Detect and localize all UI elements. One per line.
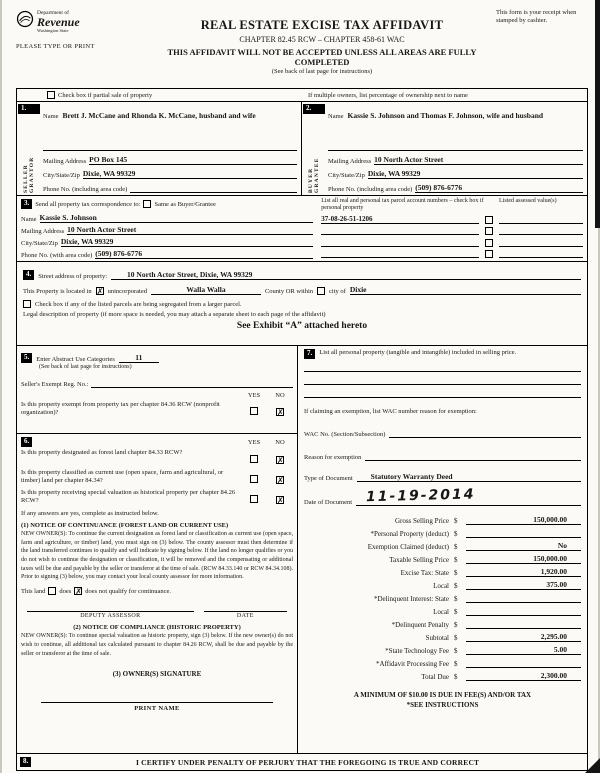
yes-header: YES [247, 438, 261, 446]
buyer-csz-field[interactable]: Dixie, WA 99329 [368, 169, 583, 179]
date-of-document-field[interactable] [356, 487, 581, 506]
buyer-grantee-vertical-label [303, 116, 325, 193]
date-of-document-label: Date of Document [304, 499, 353, 506]
grantor-vertical-text: GRANTOR [29, 156, 35, 193]
partial-sale-checkbox[interactable] [47, 91, 55, 99]
personal-property-line[interactable] [304, 359, 581, 372]
revenue-label: Revenue [37, 15, 80, 29]
money-label: Total Due [421, 673, 449, 681]
dollar-sign: $ [454, 634, 458, 642]
does-label: does [59, 587, 72, 595]
subtotal-field[interactable]: 2,295.00 [466, 632, 581, 642]
section-certification [17, 754, 587, 770]
section-land-classification [17, 434, 297, 753]
dept-of-label: Department of [37, 10, 69, 16]
reason-exemption-label: Reason for exemption [304, 454, 362, 461]
money-table [304, 512, 581, 681]
corr-mailing-label: Mailing Address [21, 227, 65, 235]
see-instructions-note: *SEE INSTRUCTIONS [406, 701, 479, 709]
city-checkbox[interactable] [317, 287, 325, 295]
please-type-label: PLEASE TYPE OR PRINT [16, 43, 95, 50]
washington-state-label: Washington State [37, 28, 69, 33]
segregated-label: Check box if any of the listed parcels are being segregated from a larger parcel. [35, 301, 242, 308]
scan-artifact-corner [585, 758, 600, 773]
same-as-buyer-checkbox[interactable] [143, 200, 151, 208]
does-qualify-checkbox[interactable] [48, 587, 56, 595]
taxable-selling-price-field[interactable]: 150,000.00 [466, 554, 581, 564]
section-7-badge: 7. [304, 349, 315, 359]
parcel-numbers-header: List all real and personal tax parcel account numbers – check box if personal property [321, 198, 484, 212]
street-address-field[interactable]: 10 North Actor Street, Dixie, WA 99329 [111, 270, 581, 280]
affidavit-processing-fee-field[interactable] [466, 667, 581, 668]
gross-selling-price-field[interactable]: 150,000.00 [466, 515, 581, 525]
segregated-checkbox[interactable] [23, 300, 31, 308]
certify-statement: I CERTIFY UNDER PENALTY OF PERJURY THAT THE FOREGOING IS TRUE AND CORRECT [135, 757, 480, 767]
send-correspondence-label: Send all property tax correspondence to: [35, 200, 141, 208]
money-label: *Affidavit Processing Fee [376, 660, 449, 668]
seller-name-label: Name [43, 113, 59, 120]
notice-compliance-body: NEW OWNER(S): To continue special valuation as historic property, sign (3) below. If the new owner(s) do not wish to continue, all additional tax calculated pursuant to chapter 84.26 RCW, shall be due and payable by the seller or transferor at the time of sale. [21, 633, 293, 657]
money-label: Exemption Claimed (deduct) [367, 543, 449, 551]
seller-csz-field[interactable]: Dixie, WA 99329 [83, 169, 297, 179]
dollar-sign: $ [454, 621, 458, 629]
corr-phone-field[interactable]: (509) 876-6776 [95, 249, 313, 259]
county-field[interactable]: Walla Walla [151, 285, 261, 295]
unincorporated-label: unincorporated [107, 288, 147, 295]
historical-yes-checkbox[interactable] [250, 495, 258, 503]
section-3-badge: 3. [21, 199, 32, 209]
assessed-value-field[interactable] [499, 248, 583, 258]
section-buyer [302, 102, 587, 195]
historical-question: Is this property receiving special valuation as historical property per chapter 84.26 RCW? [21, 489, 236, 505]
section-2-badge: 2. [303, 104, 325, 114]
money-label: *Personal Property (deduct) [370, 530, 449, 538]
dollar-sign: $ [454, 569, 458, 577]
affidavit-page [2, 0, 598, 773]
notice-compliance-title: (2) NOTICE OF COMPLIANCE (HISTORIC PROPERTY) [73, 624, 241, 632]
excise-tax-local-field[interactable]: 375.00 [466, 580, 581, 590]
type-of-document-field[interactable]: Statutory Warranty Deed [357, 472, 581, 482]
section-4-badge: 4. [23, 270, 34, 280]
dollar-sign: $ [454, 582, 458, 590]
assessed-values-header: Listed assessed value(s) [498, 198, 557, 204]
sellers-exempt-reg-label: Seller's Exempt Reg. No.: [21, 381, 89, 388]
personal-property-label: List all personal property (tangible and intangible) included in selling price. [319, 349, 517, 356]
corr-phone-label: Phone No. (with area code) [21, 252, 93, 260]
delinquent-penalty-field[interactable] [466, 628, 581, 629]
county-or-within-label: County OR within [264, 288, 314, 295]
buyer-phone-field[interactable]: (509) 876-6776 [415, 183, 583, 193]
seller-phone-field[interactable] [130, 192, 297, 193]
deputy-date-line[interactable]: DATE [204, 611, 287, 619]
delinquent-interest-state-field[interactable] [466, 602, 581, 603]
form-title: REAL ESTATE EXCISE TAX AFFIDAVIT [200, 18, 444, 32]
money-label: Subtotal [425, 634, 449, 642]
corr-name-field[interactable]: Kassie S. Johnson [40, 213, 314, 223]
personal-property-line[interactable] [304, 372, 581, 385]
same-as-buyer-label: Same as Buyer/Grantee [154, 200, 216, 208]
dollar-sign: $ [454, 530, 458, 538]
current-use-yes-checkbox[interactable] [250, 475, 258, 483]
buyer-name-label: Name [328, 113, 344, 120]
see-back-note: (See back of last page for instructions) [271, 68, 373, 75]
money-label: Local [433, 582, 449, 590]
wac-number-label: WAC No. (Section/Subsection) [304, 431, 386, 438]
personal-property-deduct-field[interactable] [466, 537, 581, 538]
delinquent-interest-local-field[interactable] [466, 615, 581, 616]
exempt-yes-checkbox[interactable] [250, 407, 258, 415]
this-land-label: This land [21, 587, 46, 595]
dollar-sign: $ [454, 556, 458, 564]
dollar-sign: $ [454, 647, 458, 655]
scan-artifact-right-strip [595, 0, 600, 228]
city-of-label: city of [329, 288, 346, 295]
section-6-badge: 6. [21, 437, 32, 447]
personal-property-line[interactable] [304, 385, 581, 398]
form-header [16, 6, 588, 88]
parcel-personal-checkbox[interactable] [485, 250, 493, 258]
receipt-note: This form is your receipt when stamped by cashier. [496, 9, 577, 25]
parcel-personal-checkbox[interactable] [485, 239, 493, 247]
unincorporated-checkbox[interactable]: ✗ [96, 287, 104, 296]
legal-description-label: Legal description of property (if more space is needed, you may attach a separate sheet to each page of the affidavit) [23, 311, 326, 318]
grantee-vertical-text: GRANTEE [314, 157, 320, 193]
money-label: *State Technology Fee [385, 647, 449, 655]
money-label: Excise Tax: State [400, 569, 449, 577]
city-field[interactable]: Dixie [350, 285, 581, 295]
section-1-badge: 1. [18, 104, 40, 114]
sellers-exempt-reg-field[interactable] [91, 387, 293, 388]
corr-csz-field[interactable]: Dixie, WA 99329 [61, 237, 313, 247]
exemption-note: If claiming an exemption, list WAC number reason for exemption: [304, 408, 477, 415]
notice-continuance-title: (1) NOTICE OF CONTINUANCE (FOREST LAND OR CURRENT USE) [21, 522, 229, 529]
section-8-badge: 8. [20, 757, 31, 767]
dollar-sign: $ [454, 660, 458, 668]
owners-signature-title: (3) OWNER(S) SIGNATURE [112, 670, 202, 679]
forest-yes-checkbox[interactable] [250, 455, 258, 463]
buyer-mailing-field[interactable]: 10 North Actor Street [374, 155, 583, 165]
top-row [17, 89, 587, 102]
form-body [16, 88, 588, 771]
historical-no-checkbox[interactable]: ✗ [277, 496, 284, 505]
assessed-value-field[interactable] [499, 237, 583, 247]
money-label: *Delinquent Interest: State [373, 595, 449, 603]
section-seller [17, 102, 302, 195]
money-label: Gross Selling Price [394, 517, 449, 525]
buyer-name-field[interactable]: Kassie S. Johnson and Thomas F. Johnson, wife and husband [347, 111, 544, 120]
section-selling-price [298, 346, 587, 753]
total-due-field[interactable]: 2,300.00 [466, 671, 581, 681]
seller-csz-label: City/State/Zip [43, 172, 80, 179]
abstract-use-label: Enter Abstract Use Categories [36, 356, 115, 363]
forest-land-question: Is this property designated as forest land chapter 84.33 RCW? [21, 449, 183, 456]
minimum-due-note: A MINIMUM OF $10.00 IS DUE IN FEE(S) AND/OR TAX [353, 691, 532, 699]
corr-mailing-field[interactable]: 10 North Actor Street [67, 225, 313, 235]
warning-line: THIS AFFIDAVIT WILL NOT BE ACCEPTED UNLESS ALL AREAS ARE FULLY COMPLETED [167, 47, 477, 67]
no-header: NO [275, 438, 285, 446]
money-label: Taxable Selling Price [389, 556, 449, 564]
seller-phone-label: Phone No. (including area code) [43, 186, 128, 193]
exempt-question: Is this property exempt from property tax per chapter 84.36 RCW (nonprofit organization)? [21, 401, 220, 417]
seller-mailing-label: Mailing Address [43, 158, 87, 165]
abstract-use-field[interactable]: 11 [119, 353, 159, 363]
multiple-owners-note: If multiple owners, list percentage of ownership next to name [308, 91, 468, 99]
assessed-value-field[interactable] [499, 214, 583, 224]
parcel-number-field[interactable] [321, 257, 479, 258]
located-in-label: This Property is located in [23, 288, 92, 295]
handwritten-date: 11-19-2014 [365, 486, 476, 506]
partial-sale-label: Check box if partial sale of property [58, 91, 153, 99]
exempt-no-checkbox[interactable]: ✗ [277, 408, 284, 417]
section-property-location [17, 262, 587, 346]
notice-continuance-body: NEW OWNER(S): To continue the current designation as forest land or classification as current use (open space, farm and agriculture, or timber) land, you must sign on (3) below. The county assessor must then determine if the land transferred continues to qualify and will indicate by signing below. If the land no longer qualifies or you do not wish to continue the designation or classification, it will be removed and the compensating or additional taxes will be due and payable by the seller or transferor at the time of sale. (RCW 84.33.140 or RCW 84.34.108). Prior to signing (3) below, you may contact your local county assessor for more information. [21, 531, 293, 581]
current-use-question: Is this property classified as current use (open space, farm and agricultural, or timber) land per chapter 84.34? [21, 469, 224, 485]
does-not-label: does not qualify for continuance. [85, 587, 172, 595]
section-correspondence [17, 196, 587, 262]
corr-csz-label: City/State/Zip [21, 239, 58, 247]
forest-no-checkbox[interactable]: ✗ [277, 456, 284, 465]
no-header: NO [275, 392, 285, 399]
seller-mailing-field[interactable]: PO Box 145 [89, 155, 297, 165]
seller-vertical-text: SELLER [23, 164, 29, 193]
state-technology-fee-field[interactable]: 5.00 [466, 645, 581, 655]
parcel-personal-checkbox[interactable] [485, 216, 493, 224]
assessed-value-field[interactable] [499, 225, 583, 235]
dollar-sign: $ [454, 608, 458, 616]
buyer-mailing-label: Mailing Address [328, 158, 372, 165]
money-label: Local [433, 608, 449, 616]
corr-name-label: Name [21, 215, 37, 223]
yes-header: YES [247, 392, 261, 399]
buyer-vertical-text: BUYER [308, 167, 314, 193]
dollar-sign: $ [454, 543, 458, 551]
type-of-document-label: Type of Document [304, 475, 353, 482]
section-5-badge: 5. [21, 353, 32, 363]
deputy-assessor-signature-line[interactable]: DEPUTY ASSESSOR [27, 611, 194, 619]
does-not-qualify-checkbox[interactable]: ✗ [75, 587, 82, 597]
dollar-sign: $ [454, 673, 458, 681]
see-back-note-2: (See back of last page for instructions) [39, 364, 132, 370]
buyer-csz-label: City/State/Zip [328, 172, 365, 179]
print-name-line[interactable]: PRINT NAME [41, 702, 273, 712]
exhibit-a-note: See Exhibit “A” attached hereto [236, 321, 368, 331]
seller-grantor-vertical-label [18, 116, 40, 193]
dollar-sign: $ [454, 595, 458, 603]
street-address-label: Street address of property: [38, 273, 108, 280]
seller-name-field[interactable]: Brett J. McCane and Rhonda K. McCane, husband and wife [62, 111, 256, 120]
current-use-no-checkbox[interactable]: ✗ [277, 476, 284, 485]
logo-area [16, 6, 148, 88]
money-label: *Delinquent Penalty [391, 621, 449, 629]
dollar-sign: $ [454, 517, 458, 525]
section-abstract-use [17, 346, 297, 434]
wac-number-field[interactable] [389, 437, 581, 438]
buyer-phone-label: Phone No. (including area code) [328, 186, 413, 193]
parcel-number-field[interactable]: 37-08-26-51-1206 [321, 215, 479, 224]
if-yes-note: If any answers are yes, complete as instructed below. [21, 510, 159, 517]
parcel-personal-checkbox[interactable] [485, 227, 493, 235]
title-block [148, 6, 496, 88]
chapter-subtitle: CHAPTER 82.45 RCW – CHAPTER 458-61 WAC [239, 35, 405, 44]
revenue-seal-icon [16, 10, 34, 28]
exemption-claimed-field[interactable]: No [466, 541, 581, 551]
reason-exemption-field[interactable] [365, 460, 581, 461]
excise-tax-state-field[interactable]: 1,920.00 [466, 567, 581, 577]
